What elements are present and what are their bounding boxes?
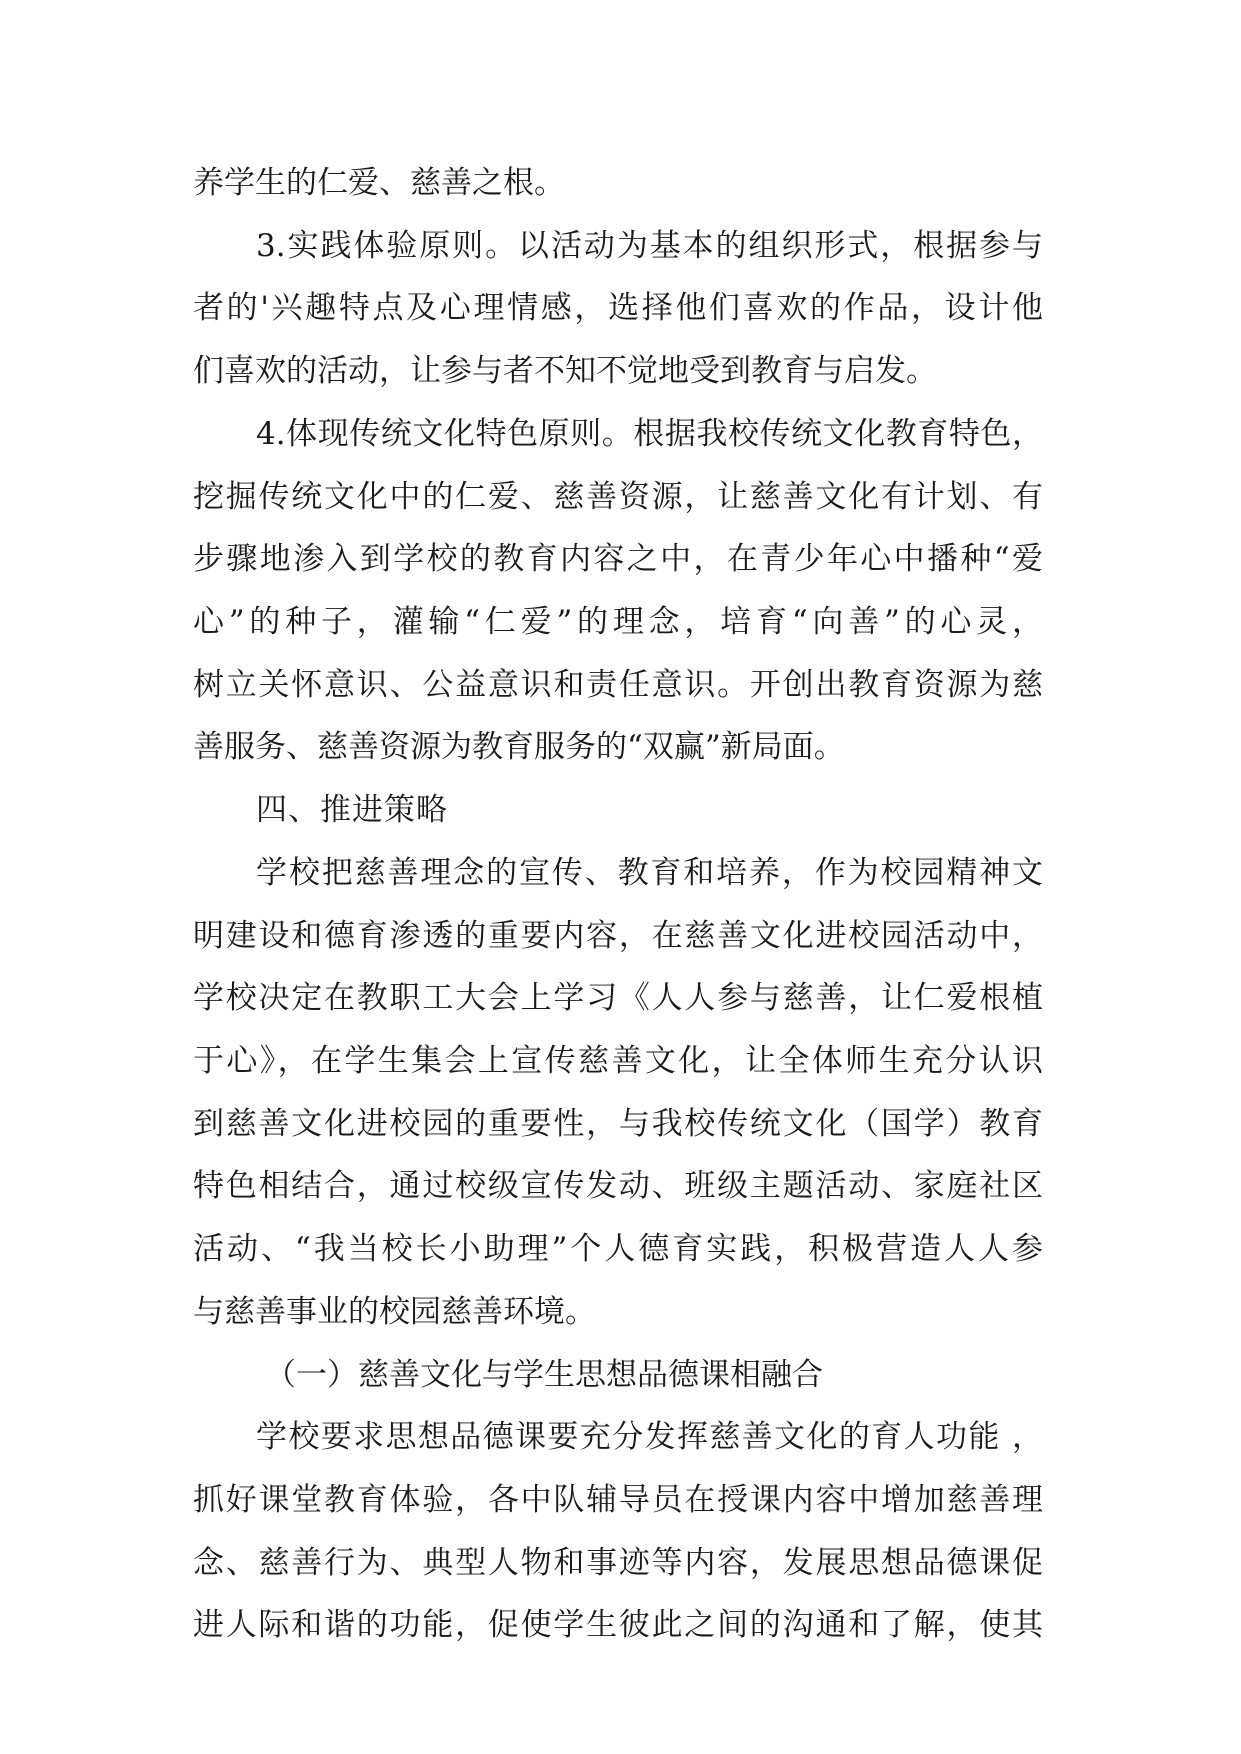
text-line: 3.实践体验原则。以活动为基本的组织形式，根据参与 [256,228,1043,264]
text-line: 们喜欢的活动，让参与者不知不觉地受到教育与启发。 [193,353,937,389]
text-line: 树立关怀意识、公益意识和责任意识。开创出教育资源为慈 [193,667,1043,703]
text-line: 到慈善文化进校园的重要性，与我校传统文化（国学）教育 [193,1106,1043,1142]
text-line: 学校要求思想品德课要充分发挥慈善文化的育人功能 ， [256,1419,1043,1455]
text-line: 念、慈善行为、典型人物和事迹等内容，发展思想品德课促 [193,1545,1043,1581]
section-heading: 四、推进策略 [256,792,448,828]
text-line: 挖掘传统文化中的仁爱、慈善资源，让慈善文化有计划、有 [193,479,1043,515]
text-line: 学校决定在教职工大会上学习《人人参与慈善，让仁爱根植 [193,980,1043,1016]
text-line: 进人际和谐的功能，促使学生彼此之间的沟通和了解，使其 [193,1607,1043,1643]
text-line: 明建设和德育渗透的重要内容，在慈善文化进校园活动中， [193,918,1043,954]
text-line: 特色相结合，通过校级宣传发动、班级主题活动、家庭社区 [193,1168,1043,1204]
text-line: 抓好课堂教育体验，各中队辅导员在授课内容中增加慈善理 [193,1482,1043,1518]
text-line: 步骤地渗入到学校的教育内容之中，在青少年心中播种“爱 [193,541,1043,577]
text-line: 4.体现传统文化特色原则。根据我校传统文化教育特色， [256,416,1043,452]
text-line: 与慈善事业的校园慈善环境。 [193,1294,596,1330]
text-line: 养学生的仁爱、慈善之根。 [193,165,565,201]
text-line: 者的'兴趣特点及心理情感，选择他们喜欢的作品，设计他 [193,290,1043,326]
text-line: 善服务、慈善资源为教育服务的“双赢”新局面。 [193,729,845,765]
text-line: 学校把慈善理念的宣传、教育和培养，作为校园精神文 [256,855,1043,891]
text-line: 活动、“我当校长小助理”个人德育实践，积极营造人人参 [193,1231,1043,1267]
subsection-heading: （一）慈善文化与学生思想品德课相融合 [265,1357,823,1393]
text-line: 心”的种子，灌输“仁爱”的理念，培育“向善”的心灵， [193,604,1043,640]
text-line: 于心》，在学生集会上宣传慈善文化，让全体师生充分认识 [193,1043,1043,1079]
